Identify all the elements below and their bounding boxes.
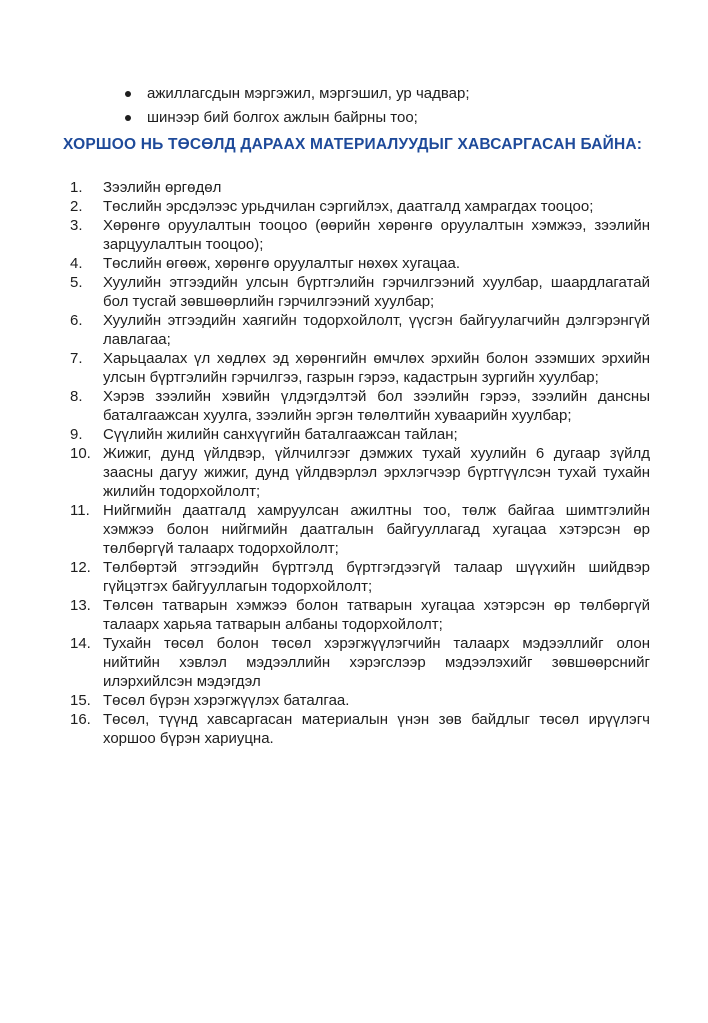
item-number: 8. (70, 388, 83, 405)
item-text: Жижиг, дунд үйлдвэр, үйлчилгээг дэмжих тухай хуулийн 6 дугаар зүйлд заасны дагуу жижиг, дунд үйлдвэрлэл эрхлэгчээр бүртгүүлсэн тухай тухайн жилийн тодорхойлолт; (103, 445, 650, 500)
section-heading: ХОРШОО НЬ ТӨСӨЛД ДАРААХ МАТЕРИАЛУУДЫГ ХАВСАРГАСАН БАЙНА: (63, 136, 643, 153)
item-number: 15. (70, 692, 91, 709)
item-number: 14. (70, 635, 91, 652)
list-item (70, 501, 650, 558)
bullet-item (125, 108, 648, 127)
list-item (70, 558, 650, 596)
item-text: Тухайн төсөл болон төсөл хэрэгжүүлэгчийн талаарх мэдээллийг олон нийтийн хэвлэл мэдээллийн хэрэгслээр мэдээлэхийг зөвшөөрснийг илэрхийлсэн мэдэгдэл (103, 635, 650, 690)
item-text: Хуулийн этгээдийн улсын бүртгэлийн гэрчилгээний хуулбар, шаардлагатай бол тусгай зөвшөөрлийн гэрчилгээний хуулбар; (103, 274, 650, 310)
item-number: 7. (70, 350, 83, 367)
item-number: 1. (70, 179, 83, 196)
list-item (70, 254, 650, 273)
bullet-item-text: ажиллагсдын мэргэжил, мэргэшил, ур чадвар; (147, 85, 470, 102)
item-text: Харьцаалах үл хөдлөх эд хөрөнгийн өмчлөх эрхийн болон эзэмших эрхийн улсын бүртгэлийн гэрчилгээ, газрын гэрээ, кадастрын зургийн хуулбар; (103, 350, 650, 386)
bullet-marker-icon (125, 91, 131, 97)
item-number: 4. (70, 255, 83, 272)
item-number: 2. (70, 198, 83, 215)
item-number: 11. (70, 502, 90, 519)
item-text: Төсөл, түүнд хавсаргасан материалын үнэн зөв байдлыг төсөл ирүүлэгч хоршоо бүрэн хариуцна. (103, 711, 650, 747)
item-number: 16. (70, 711, 91, 728)
item-text: Төлсөн татварын хэмжээ болон татварын хугацаа хэтэрсэн өр төлбөргүй талаарх харьяа татварын албаны тодорхойлолт; (103, 597, 650, 633)
top-bullet-list (125, 84, 648, 132)
list-item (70, 216, 650, 254)
item-text: Нийгмийн даатгалд хамруулсан ажилтны тоо, төлж байгаа шимтгэлийн хэмжээ болон нийгмийн даатгалын байгууллагад хугацаа хэтэрсэн өр төлбөргүй талаарх тодорхойлолт; (103, 502, 650, 557)
list-item (70, 197, 650, 216)
item-number: 10. (70, 445, 91, 462)
list-item (70, 387, 650, 425)
list-item (70, 691, 650, 710)
item-number: 12. (70, 559, 91, 576)
item-text: Зээлийн өргөдөл (103, 179, 222, 196)
bullet-marker-icon (125, 115, 131, 121)
item-number: 5. (70, 274, 83, 291)
item-text: Хуулийн этгээдийн хаягийн тодорхойлолт, үүсгэн байгуулагчийн дэлгэрэнгүй лавлагаа; (103, 312, 650, 348)
item-number: 13. (70, 597, 91, 614)
list-item (70, 178, 650, 197)
list-item (70, 425, 650, 444)
item-number: 9. (70, 426, 83, 443)
list-item (70, 710, 650, 748)
list-item (70, 444, 650, 501)
item-text: Төлбөртэй этгээдийн бүртгэлд бүртгэгдээгүй талаар шүүхийн шийдвэр гүйцэтгэх байгууллагын тодорхойлолт; (103, 559, 650, 595)
item-text: Төсөл бүрэн хэрэгжүүлэх баталгаа. (103, 692, 350, 709)
numbered-list (70, 178, 650, 748)
item-text: Төслийн өгөөж, хөрөнгө оруулалтыг нөхөх хугацаа. (103, 255, 461, 272)
list-item (70, 349, 650, 387)
item-text: Хөрөнгө оруулалтын тооцоо (өөрийн хөрөнгө оруулалтын хэмжээ, зээлийн зарцуулалтын тооцоо); (103, 217, 650, 253)
list-item (70, 311, 650, 349)
bullet-item-text: шинээр бий болгох ажлын байрны тоо; (147, 109, 418, 126)
item-number: 6. (70, 312, 83, 329)
item-text: Сүүлийн жилийн санхүүгийн баталгаажсан тайлан; (103, 426, 458, 443)
item-number: 3. (70, 217, 83, 234)
list-item (70, 634, 650, 691)
item-text: Хэрэв зээлийн хэвийн үлдэгдэлтэй бол зээлийн гэрээ, зээлийн дансны баталгаажсан хуулга, зээлийн эргэн төлөлтийн хуваарийн хуулбар; (103, 388, 650, 424)
list-item (70, 596, 650, 634)
item-text: Төслийн эрсдэлээс урьдчилан сэргийлэх, даатгалд хамрагдах тооцоо; (103, 198, 594, 215)
bullet-item (125, 84, 648, 103)
list-item (70, 273, 650, 311)
